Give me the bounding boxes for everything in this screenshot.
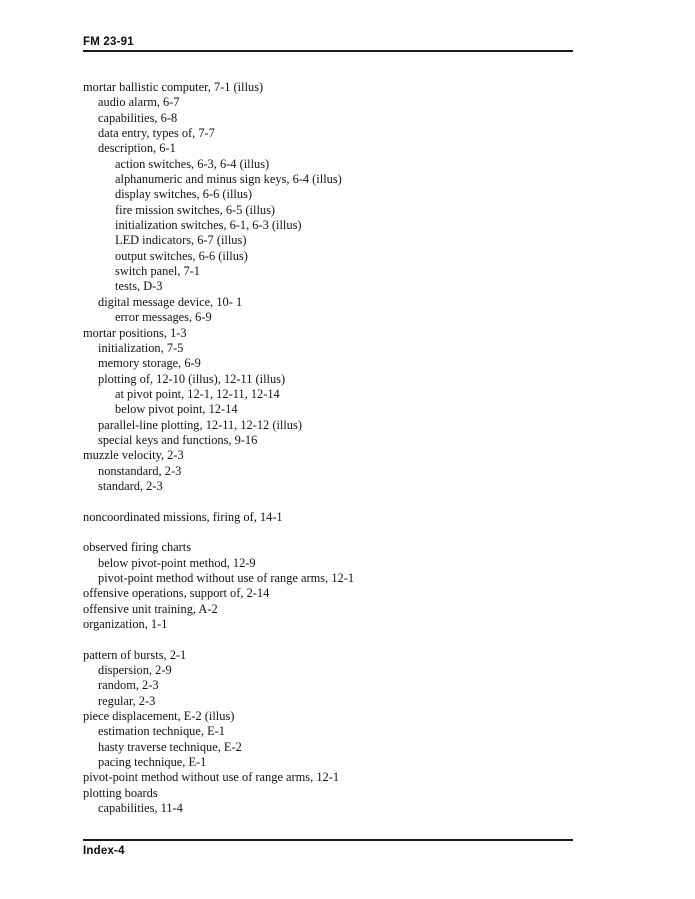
index-entry: alphanumeric and minus sign keys, 6-4 (illus)	[115, 172, 342, 187]
index-entry: offensive unit training, A-2	[83, 601, 218, 616]
index-entry: digital message device, 10- 1	[98, 294, 243, 309]
index-entry: plotting of, 12-10 (illus), 12-11 (illus)	[98, 371, 286, 386]
index-group	[83, 540, 623, 632]
index-entry: switch panel, 7-1	[115, 264, 200, 279]
footer-rule	[83, 839, 573, 841]
index-entry: nonstandard, 2-3	[98, 463, 182, 478]
index-entry: pattern of bursts, 2-1	[83, 647, 187, 662]
index-entry: audio alarm, 6-7	[98, 95, 180, 110]
index-entry: below pivot point, 12-14	[115, 402, 238, 417]
index-entry: plotting boards	[83, 785, 158, 800]
index-entry: initialization, 7-5	[98, 340, 184, 355]
index-entry: display switches, 6-6 (illus)	[115, 187, 252, 202]
index-entry: pacing technique, E-1	[98, 755, 207, 770]
index-entry: piece displacement, E-2 (illus)	[83, 709, 235, 724]
index-entry: fire mission switches, 6-5 (illus)	[115, 202, 276, 217]
index-group	[83, 648, 623, 817]
index-entry: parallel-line plotting, 12-11, 12-12 (illus)	[98, 417, 302, 432]
page-footer: Index-4	[83, 845, 125, 857]
index-entry: standard, 2-3	[98, 478, 163, 493]
index-group	[83, 80, 623, 494]
index-group	[83, 510, 623, 525]
index-entry: at pivot point, 12-1, 12-11, 12-14	[115, 386, 280, 401]
index-entry: capabilities, 11-4	[98, 801, 183, 816]
index-entry: memory storage, 6-9	[98, 356, 201, 371]
index-entry: output switches, 6-6 (illus)	[115, 248, 248, 263]
index-entry: observed firing charts	[83, 540, 192, 555]
index-entry: hasty traverse technique, E-2	[98, 739, 242, 754]
page-header: FM 23-91	[83, 36, 134, 48]
index-entry: pivot-point method without use of range arms, 12-1	[83, 770, 340, 785]
index-entry: data entry, types of, 7-7	[98, 126, 215, 141]
index-entry: below pivot-point method, 12-9	[98, 555, 256, 570]
index-entry: dispersion, 2-9	[98, 663, 172, 678]
header-rule	[83, 50, 573, 52]
index-entry: error messages, 6-9	[115, 310, 212, 325]
index-entry: LED indicators, 6-7 (illus)	[115, 233, 247, 248]
index-entry: estimation technique, E-1	[98, 724, 225, 739]
index-entry: special keys and functions, 9-16	[98, 432, 258, 447]
index-entry: muzzle velocity, 2-3	[83, 448, 184, 463]
index-entry: initialization switches, 6-1, 6-3 (illus)	[115, 218, 302, 233]
index-entry: noncoordinated missions, firing of, 14-1	[83, 509, 283, 524]
index-entry: organization, 1-1	[83, 617, 168, 632]
index-entry: offensive operations, support of, 2-14	[83, 586, 270, 601]
index-entry: regular, 2-3	[98, 693, 156, 708]
index-list	[83, 80, 623, 817]
index-entry: action switches, 6-3, 6-4 (illus)	[115, 156, 270, 171]
index-entry: mortar ballistic computer, 7-1 (illus)	[83, 80, 264, 94]
index-entry: random, 2-3	[98, 678, 159, 693]
index-entry: description, 6-1	[98, 141, 176, 156]
index-entry: pivot-point method without use of range arms, 12-1	[98, 571, 355, 585]
index-entry: capabilities, 6-8	[98, 110, 178, 125]
index-entry: tests, D-3	[115, 279, 163, 294]
index-entry: mortar positions, 1-3	[83, 325, 187, 340]
